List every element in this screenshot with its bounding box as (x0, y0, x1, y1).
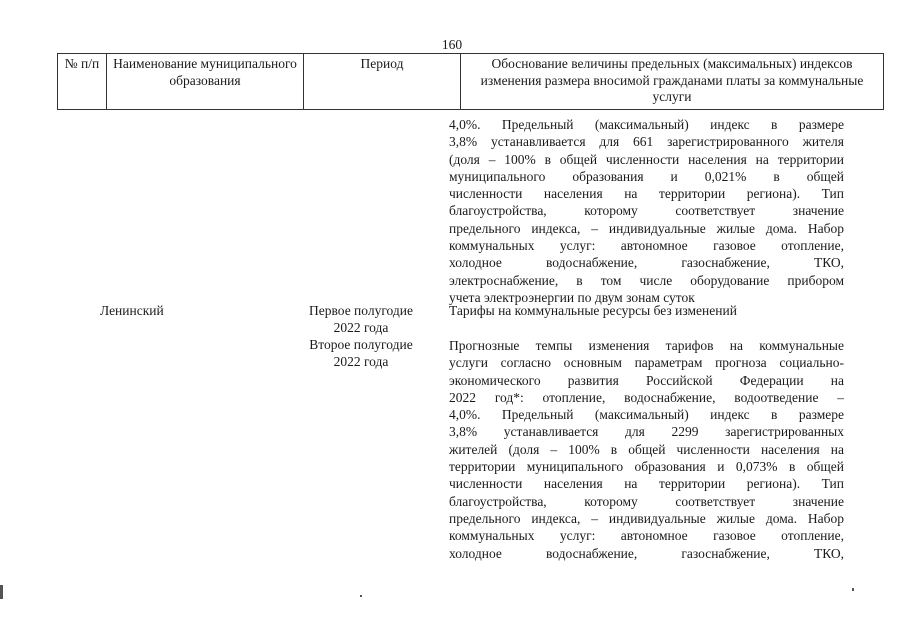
period-first-half: Первое полугодие 2022 года (309, 303, 413, 336)
text-line: благоустройства, которому соответствует значение (449, 493, 844, 509)
text-line: численности населения на территории региона). Тип (449, 186, 844, 202)
text-line: численности населения на территории региона). Тип (449, 476, 844, 492)
period-second-half: Второе полугодие 2022 года (309, 337, 413, 370)
continuation-justification (449, 116, 844, 306)
text-line: холодное водоснабжение, газоснабжение, ТКО, (449, 255, 844, 271)
text-line: благоустройства, которому соответствует значение (449, 203, 844, 219)
text-line: коммунальных услуг: автономное газовое отопление, (449, 528, 844, 544)
page-number: 160 (441, 37, 463, 52)
scan-artifact (0, 585, 3, 599)
table-header (57, 53, 884, 110)
header-col-justification: Обоснование величины предельных (максимальных) индексов изменения размера вносимой гражданами платы за коммунальные услуги (461, 54, 884, 110)
text-line: муниципального образования и 0,021% в общей (449, 168, 844, 184)
text-line: учета электроэнергии по двум зонам суток (449, 289, 695, 305)
scan-artifact (360, 595, 362, 597)
text-line: 4,0%. Предельный (максимальный) индекс в размере (449, 407, 844, 423)
scan-artifact (852, 588, 854, 591)
justification-second-half (449, 337, 844, 562)
text-line: территории муниципального образования и 0,073% в общей (449, 459, 844, 475)
text-line: экономического развития Российской Федерации на (449, 372, 844, 388)
text-line: Тарифы на коммунальные ресурсы без изменений (449, 303, 737, 318)
text-line: (доля – 100% в общей численности населения на территории (449, 151, 844, 167)
text-line: 3,8% устанавливается для 2299 зарегистрированных (449, 424, 844, 440)
text-line: Прогнозные темпы изменения тарифов на коммунальные (449, 338, 844, 353)
text-line: предельного индекса, – индивидуальные жилые дома. Набор (449, 220, 844, 236)
justification-first-half (449, 302, 844, 319)
header-col-municipality: Наименование муниципального образования (107, 54, 304, 110)
text-line: коммунальных услуг: автономное газовое отопление, (449, 238, 844, 254)
text-line: услуги согласно основным параметрам прогноза социально- (449, 355, 844, 371)
text-line: электроснабжение, в том числе оборудование прибором (449, 272, 844, 288)
text-line: предельного индекса, – индивидуальные жилые дома. Набор (449, 510, 844, 526)
text-line: 2022 год*: отопление, водоснабжение, водоотведение – (449, 389, 844, 405)
text-line: жителей (доля – 100% в общей численности населения на (449, 441, 844, 457)
text-line: 3,8% устанавливается для 661 зарегистрированного жителя (449, 134, 844, 150)
header-col-number: № п/п (58, 54, 107, 110)
text-line: 4,0%. Предельный (максимальный) индекс в размере (449, 117, 844, 132)
municipality-name: Ленинский (100, 303, 164, 318)
text-line: холодное водоснабжение, газоснабжение, ТКО, (449, 545, 844, 561)
header-col-period: Период (304, 54, 461, 110)
